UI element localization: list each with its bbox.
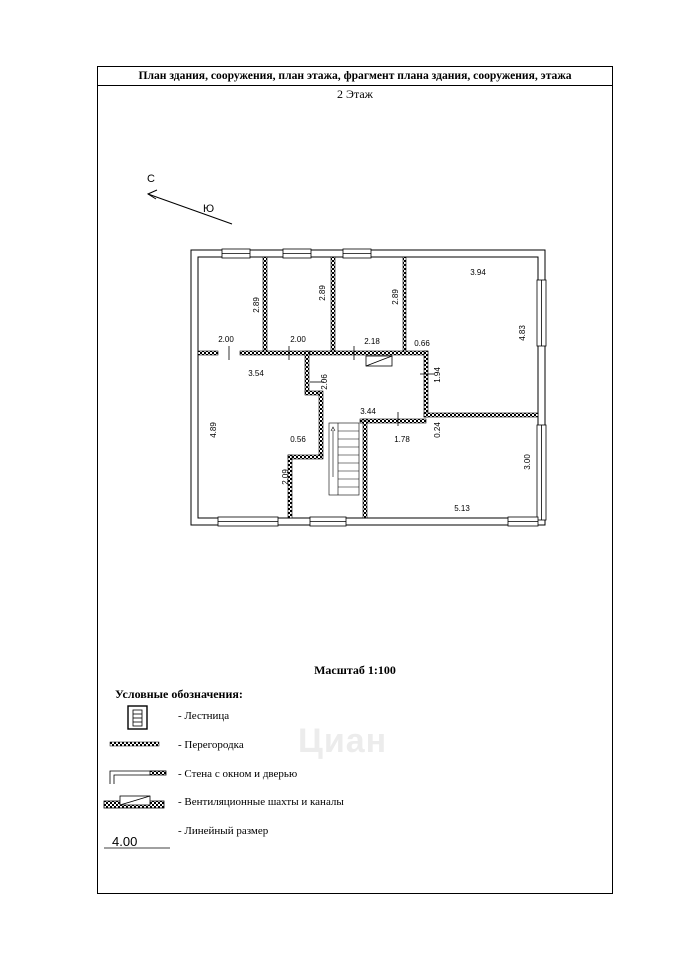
dim-room2-height: 2.89 <box>318 285 327 301</box>
dim-sample-text: 4.00 <box>112 834 138 849</box>
dim-wall1: 2.00 <box>218 335 234 344</box>
dim-room3-height: 2.89 <box>391 289 400 305</box>
sheet-title: План здания, сооружения, план этажа, фрагмент плана здания, сооружения, этажа <box>98 67 612 86</box>
dim-right-height: 3.00 <box>523 454 532 470</box>
dim-bottom-width: 5.13 <box>454 504 470 513</box>
dim-room1-height: 2.89 <box>252 297 261 313</box>
dim-small: 0.24 <box>433 422 442 438</box>
compass-north-label: С <box>147 173 155 185</box>
dim-room4-height: 4.83 <box>518 325 527 341</box>
dim-stair-width: 3.44 <box>360 407 376 416</box>
dim-stair-height: 2.09 <box>281 469 290 485</box>
floor-label: 2 Этаж <box>337 87 373 101</box>
dim-passage: 1.78 <box>394 435 410 444</box>
compass-south-label: Ю <box>203 203 215 215</box>
legend-title: Условные обозначения: <box>115 687 243 701</box>
dim-left-height: 4.89 <box>209 422 218 438</box>
dim-gap: 0.66 <box>414 339 430 348</box>
legend-item-dimension: - Линейный размер <box>178 825 269 837</box>
legend-item-wall: - Стена с окном и дверью <box>178 768 298 780</box>
dim-corridor: 1.94 <box>433 367 442 383</box>
dim-niche: 0.56 <box>290 435 306 444</box>
dim-hall-height: 2.06 <box>320 374 329 390</box>
drawing-sheet <box>97 66 613 894</box>
dim-room4-width: 3.94 <box>470 268 486 277</box>
dim-vent: 2.18 <box>364 337 380 346</box>
dim-hall-width: 3.54 <box>248 369 264 378</box>
legend-item-partition: - Перегородка <box>178 739 244 751</box>
legend-item-stair: - Лестница <box>178 710 230 722</box>
scale-label: Масштаб 1:100 <box>314 663 396 677</box>
legend-item-ventilation: - Вентиляционные шахты и каналы <box>178 796 344 808</box>
dim-wall2: 2.00 <box>290 335 306 344</box>
watermark: Циан <box>298 722 388 760</box>
